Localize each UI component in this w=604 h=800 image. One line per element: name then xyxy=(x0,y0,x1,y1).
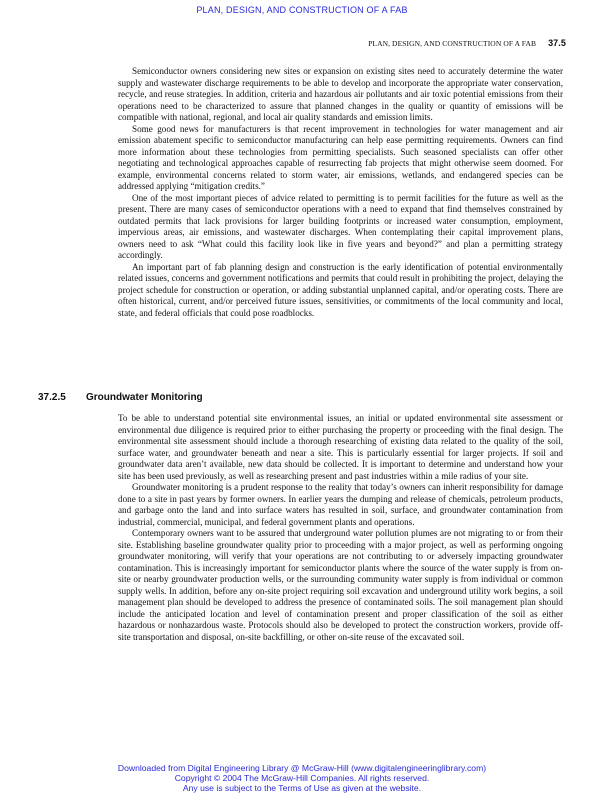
section-heading xyxy=(38,392,203,403)
top-banner-title: PLAN, DESIGN, AND CONSTRUCTION OF A FAB xyxy=(196,5,408,15)
page-number: 37.5 xyxy=(548,38,566,48)
paragraph: Contemporary owners want to be assured that underground water pollution plumes are not migrating to or from their site. Establishing baseline groundwater quality prior to proceeding with a major project, as well as performing ongoing groundwater monitoring, will verify that your operations are not contributing to or adversely impacting groundwater contamination. This is increasingly important for semiconductor plants where the source of the water supply is from on-site or nearby groundwater production wells, or the surrounding community water supply is from individual or common supply wells. In addition, before any on-site project requiring soil excavation and underground utility work begins, a soil management plan should be developed to address the presence of contaminated soils. The soil management plan should include the anticipated location and level of contamination present and proper classification of the soil as either hazardous or nonhazardous waste. Protocols should also be developed to protect the construction workers, provide off-site transportation and disposal, on-site backfilling, or other on-site reuse of the excavated soil. xyxy=(118,528,563,642)
paragraph: Some good news for manufacturers is that recent improvement in technologies for water management and air emission abatement specific to semiconductor manufacturing can help ease permitting requirements. Owners can find more information about these technologies from permitting specialists. Such seasoned specialists can offer other negotiating and technological approaches capable of resurrecting fab projects that might otherwise seem doomed. For example, environmental concerns related to storm water, air emissions, wetlands, and endangered species can be addressed applying “mitigation credits.” xyxy=(118,123,563,191)
running-head-title: PLAN, DESIGN, AND CONSTRUCTION OF A FAB xyxy=(368,39,537,48)
footer xyxy=(0,763,604,793)
running-head xyxy=(368,38,566,48)
section-body-1 xyxy=(118,66,563,319)
paragraph: Groundwater monitoring is a prudent response to the reality that today’s owners can inherit responsibility for damage done to a site in past years by former owners. In earlier years the dumping and release of chemicals, petroleum products, and garbage onto the land and into surface waters has resulted in soil, surface, and groundwater contamination from industrial, commercial, municipal, and federal government plants and operations. xyxy=(118,482,563,527)
section-body-2 xyxy=(118,413,563,643)
section-title: Groundwater Monitoring xyxy=(86,392,203,403)
paragraph: An important part of fab planning design and construction is the early identification of potential environmentally related issues, concerns and government notifications and permits that could result in prohibiting the project, delaying the project schedule for construction or operation, or adding substantial unplanned capital, and/or operating costs. There are often historical, current, and/or perceived future issues, sensitivities, or commitments of the local community and local, state, and federal officials that could pose roadblocks. xyxy=(118,261,563,318)
paragraph: To be able to understand potential site environmental issues, an initial or updated environmental site assessment or environmental due diligence is required prior to either purchasing the property or proceeding with the final design. The environmental site assessment should include a thorough researching of existing data related to the quality of the soil, surface water, and groundwater beneath and near a site. This is particularly essential for larger projects. If soil and groundwater data aren’t available, new data should be collected. It is important to determine and understand how your site has been used previously, as well as researching present and past industries within a mile radius of your site. xyxy=(118,413,563,481)
footer-terms-link[interactable]: Any use is subject to the Terms of Use as given at the website. xyxy=(182,783,422,793)
paragraph: Semiconductor owners considering new sites or expansion on existing sites need to accurately determine the water supply and wastewater discharge requirements to be able to develop and incorporate the appropriate water conservation, recycle, and reuse strategies. In addition, criteria and hazardous air pollutants and air toxic potential emissions from their operations need to be characterized to assure that planned changes in the quality or quantity of emissions will be compatible with national, regional, and local air quality standards and emission limits. xyxy=(118,66,563,122)
section-number: 37.2.5 xyxy=(38,392,66,403)
footer-copyright: Copyright © 2004 The McGraw-Hill Companies. All rights reserved. xyxy=(174,773,430,783)
footer-download-link[interactable]: Downloaded from Digital Engineering Library @ McGraw-Hill (www.digitalengineeringlibrary.com) xyxy=(117,763,487,773)
paragraph: One of the most important pieces of advice related to permitting is to permit facilities for the future as well as the present. There are many cases of semiconductor operations with a need to expand that find themselves constrained by outdated permits that lack provisions for larger building footprints or increased water consumption, employment, impervious areas, air emissions, and wastewater discharges. When contemplating their capital improvement plans, owners need to ask “What could this facility look like in five years and beyond?” and plan a permitting strategy accordingly. xyxy=(118,192,563,260)
